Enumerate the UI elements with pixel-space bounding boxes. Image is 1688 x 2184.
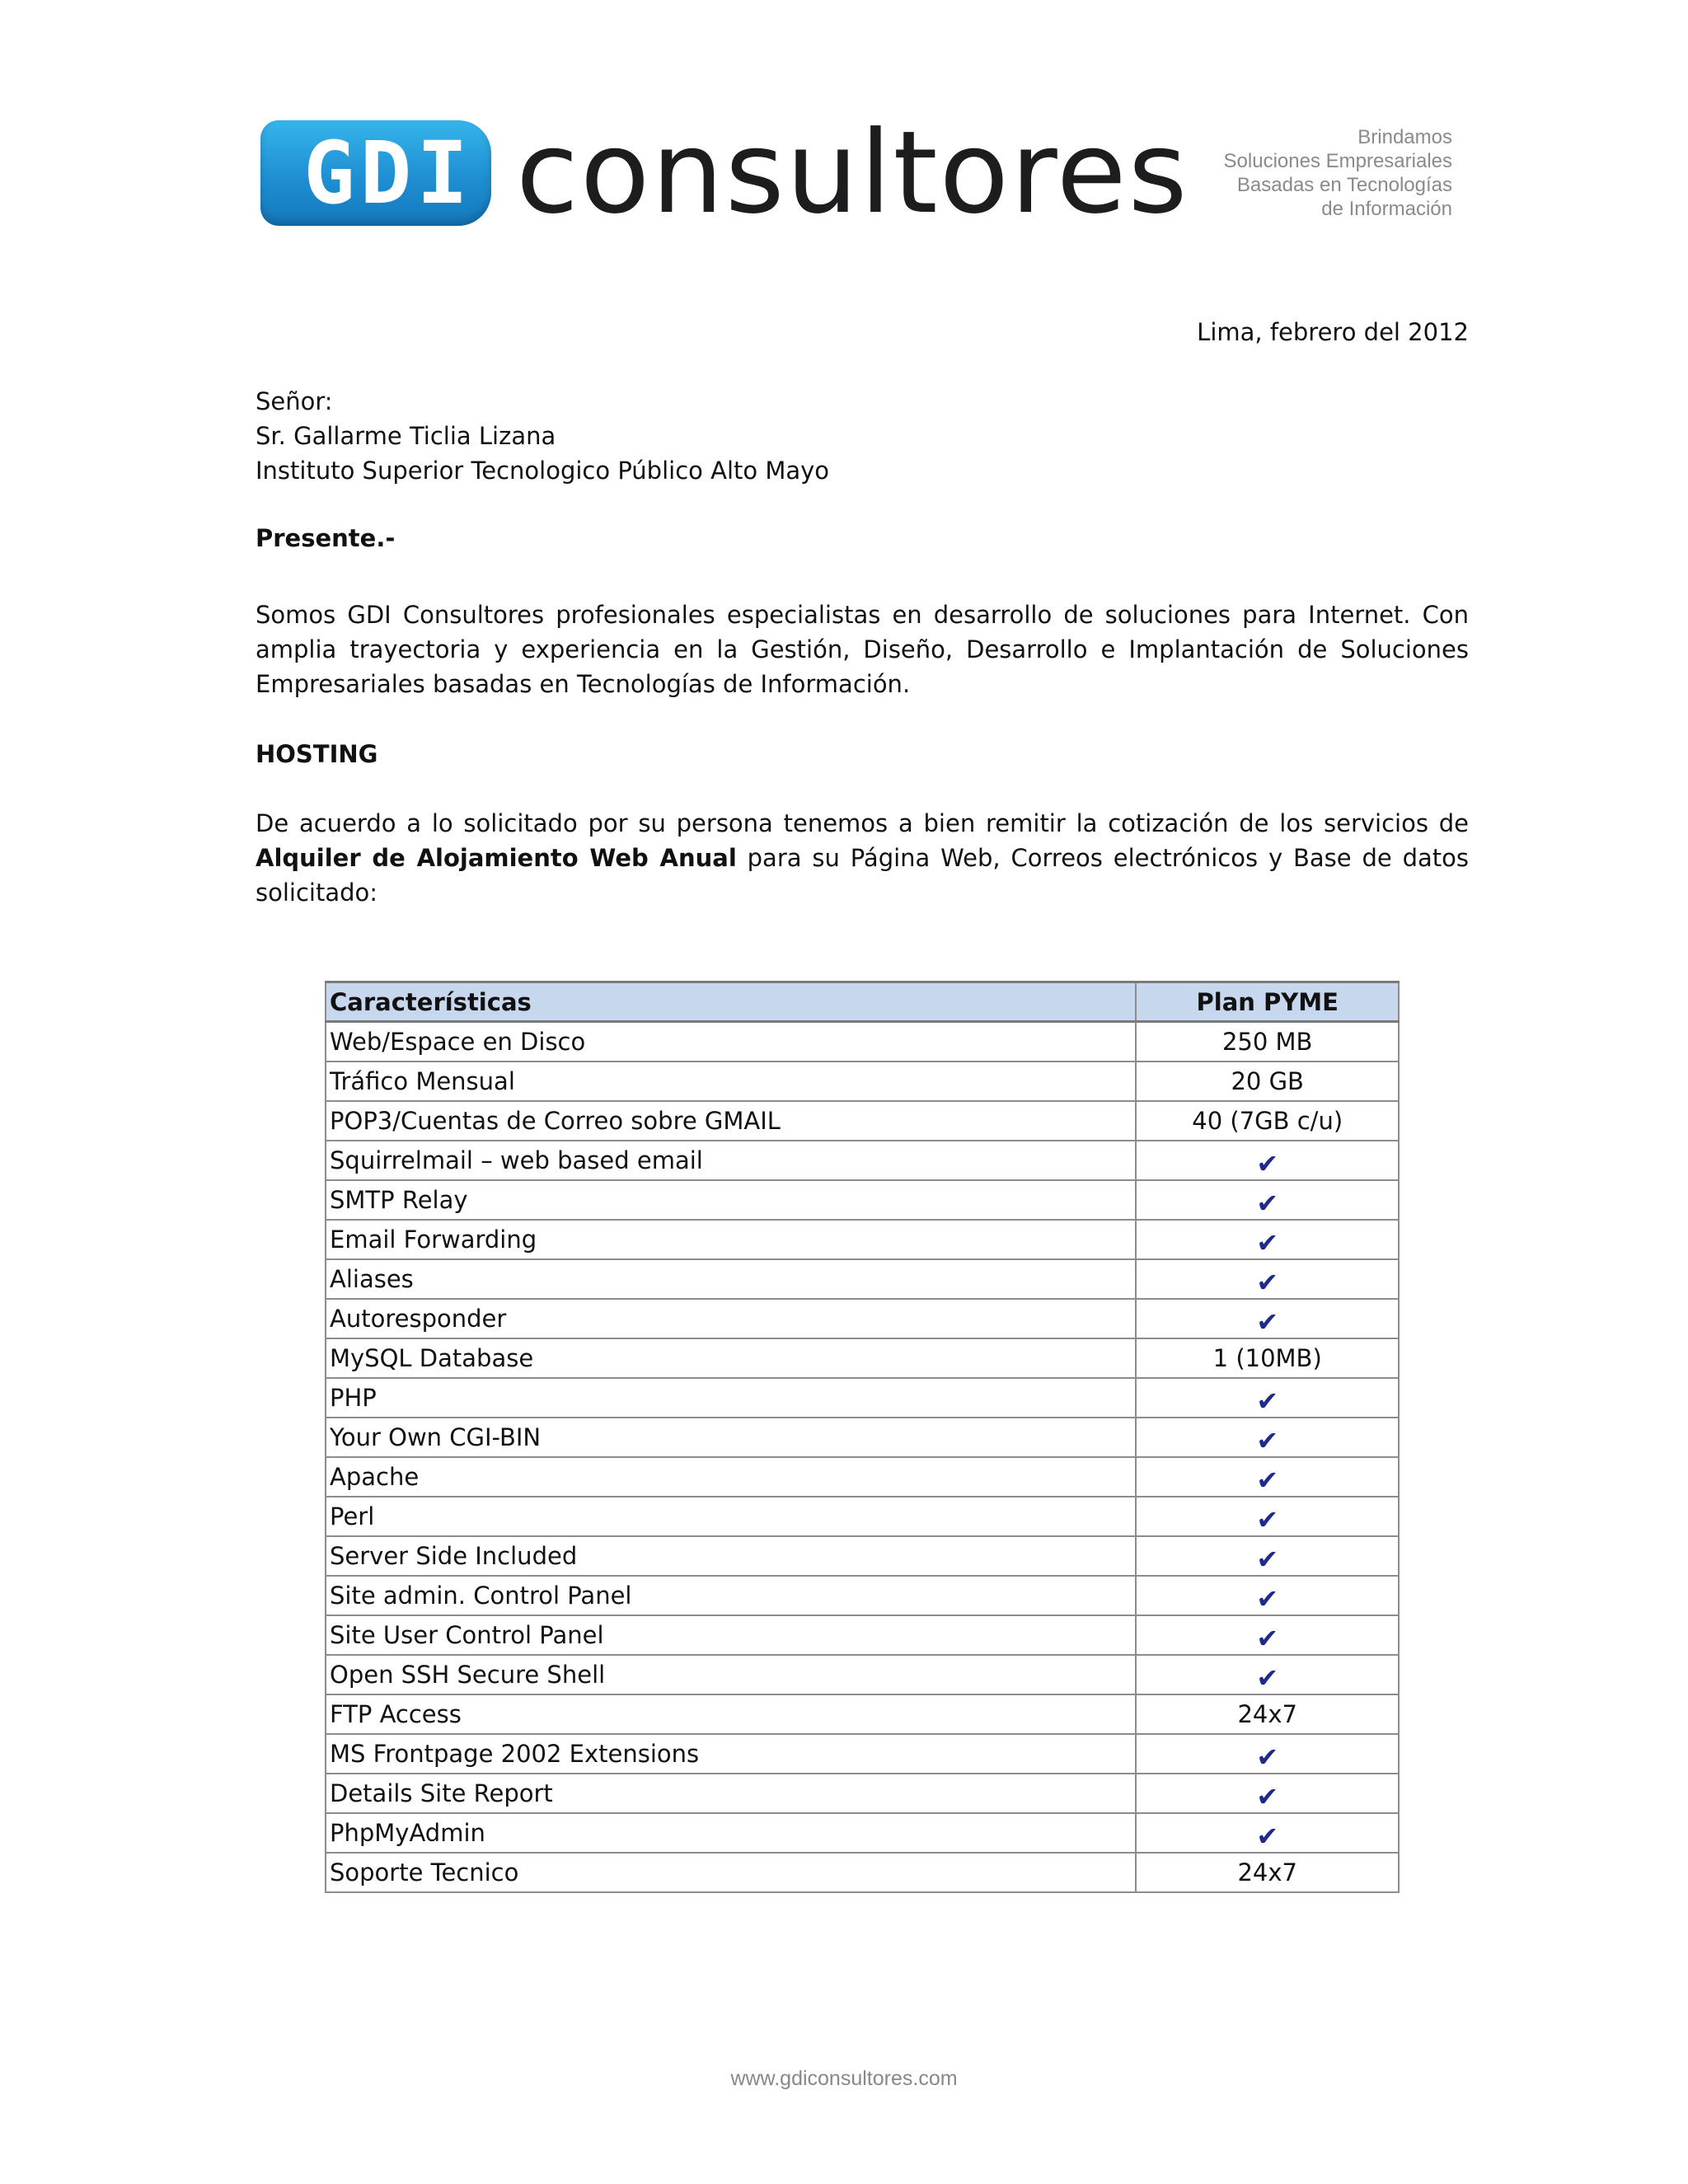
- included-cell: [1136, 1457, 1399, 1497]
- recipient-institution: Instituto Superior Tecnologico Público Alto Mayo: [256, 457, 830, 485]
- table-row: [326, 1338, 1399, 1378]
- request-text: De acuerdo a lo solicitado por su persona tenemos a bien remitir la cotización de los servicios de: [256, 809, 1469, 837]
- feature-cell: Email Forwarding: [326, 1220, 1136, 1259]
- included-cell: [1136, 1615, 1399, 1655]
- section-title: HOSTING: [256, 740, 378, 768]
- value-cell: 250 MB: [1136, 1022, 1399, 1062]
- included-cell: [1136, 1576, 1399, 1615]
- footer-website: www.gdiconsultores.com: [730, 2067, 958, 2090]
- features-table: [325, 981, 1400, 1893]
- feature-cell: Aliases: [326, 1259, 1136, 1299]
- letter-date: Lima, febrero del 2012: [1197, 318, 1469, 346]
- feature-cell: Site User Control Panel: [326, 1615, 1136, 1655]
- checkmark-icon: ✔: [1256, 1503, 1279, 1535]
- table-row: [326, 1734, 1399, 1774]
- table-row: [326, 1141, 1399, 1180]
- checkmark-icon: ✔: [1256, 1305, 1279, 1338]
- checkmark-icon: ✔: [1256, 1622, 1279, 1654]
- feature-cell: MySQL Database: [326, 1338, 1136, 1378]
- tagline-line: Basadas en Tecnologías: [1236, 174, 1452, 196]
- table-row: [326, 1655, 1399, 1694]
- value-cell: 20 GB: [1136, 1062, 1399, 1101]
- checkmark-icon: ✔: [1256, 1820, 1279, 1852]
- recipient-name: Sr. Gallarme Ticlia Lizana: [256, 422, 556, 450]
- checkmark-icon: ✔: [1256, 1226, 1279, 1258]
- table-row: [326, 1576, 1399, 1615]
- feature-cell: PHP: [326, 1378, 1136, 1418]
- checkmark-icon: ✔: [1256, 1582, 1279, 1615]
- feature-cell: Details Site Report: [326, 1774, 1136, 1813]
- tagline-line: de Información: [1321, 198, 1452, 220]
- table-row: [326, 1497, 1399, 1536]
- feature-cell: MS Frontpage 2002 Extensions: [326, 1734, 1136, 1774]
- table-row: [326, 1774, 1399, 1813]
- letter-greeting: Presente.-: [256, 524, 396, 552]
- checkmark-icon: ✔: [1256, 1543, 1279, 1575]
- feature-cell: Apache: [326, 1457, 1136, 1497]
- checkmark-icon: ✔: [1256, 1424, 1279, 1456]
- feature-cell: Autoresponder: [326, 1299, 1136, 1338]
- feature-cell: Your Own CGI-BIN: [326, 1418, 1136, 1457]
- table-row: [326, 1615, 1399, 1655]
- feature-cell: SMTP Relay: [326, 1180, 1136, 1220]
- included-cell: [1136, 1536, 1399, 1576]
- checkmark-icon: ✔: [1256, 1741, 1279, 1773]
- table-row: [326, 1299, 1399, 1338]
- feature-cell: Perl: [326, 1497, 1136, 1536]
- logo-badge: [260, 120, 491, 226]
- company-tagline: [1156, 125, 1452, 221]
- intro-paragraph: Somos GDI Consultores profesionales especialistas en desarrollo de soluciones para Internet. Con amplia trayectoria y experiencia en la Gestión, Diseño, Desarrollo e Implantación de Soluciones Empresariales basadas en Tecnologías de Información.: [256, 601, 1469, 698]
- included-cell: [1136, 1418, 1399, 1457]
- included-cell: [1136, 1774, 1399, 1813]
- column-header-plan: Plan PYME: [1136, 982, 1399, 1022]
- value-cell: 40 (7GB c/u): [1136, 1101, 1399, 1141]
- column-header-feature: Características: [326, 982, 1136, 1022]
- recipient-salutation: Señor:: [256, 387, 333, 415]
- included-cell: [1136, 1259, 1399, 1299]
- value-cell: 1 (10MB): [1136, 1338, 1399, 1378]
- table-row: [326, 1694, 1399, 1734]
- table-row: [326, 1101, 1399, 1141]
- feature-cell: Site admin. Control Panel: [326, 1576, 1136, 1615]
- table-header-row: [326, 982, 1399, 1022]
- logo-wordmark: consultores: [516, 106, 1189, 239]
- included-cell: [1136, 1378, 1399, 1418]
- table-row: [326, 1457, 1399, 1497]
- company-logo: [260, 106, 1189, 239]
- request-paragraph: [256, 806, 1469, 910]
- included-cell: [1136, 1813, 1399, 1853]
- checkmark-icon: ✔: [1256, 1464, 1279, 1496]
- table-row: [326, 1062, 1399, 1101]
- table-row: [326, 1813, 1399, 1853]
- checkmark-icon: ✔: [1256, 1385, 1279, 1417]
- table-row: [326, 1418, 1399, 1457]
- table-row: [326, 1180, 1399, 1220]
- value-cell: 24x7: [1136, 1853, 1399, 1892]
- included-cell: [1136, 1220, 1399, 1259]
- tagline-line: Soluciones Empresariales: [1223, 150, 1452, 172]
- included-cell: [1136, 1299, 1399, 1338]
- feature-cell: POP3/Cuentas de Correo sobre GMAIL: [326, 1101, 1136, 1141]
- checkmark-icon: ✔: [1256, 1780, 1279, 1812]
- logo-badge-text: GDI: [303, 123, 473, 223]
- recipient-block: [256, 384, 829, 488]
- included-cell: [1136, 1655, 1399, 1694]
- table-row: [326, 1022, 1399, 1062]
- included-cell: [1136, 1734, 1399, 1774]
- request-text: para su Página Web, Correos electrónicos y Base de datos solicitado:: [256, 844, 1469, 907]
- feature-cell: Squirrelmail – web based email: [326, 1141, 1136, 1180]
- feature-cell: Tráfico Mensual: [326, 1062, 1136, 1101]
- included-cell: [1136, 1180, 1399, 1220]
- feature-cell: Soporte Tecnico: [326, 1853, 1136, 1892]
- value-cell: 24x7: [1136, 1694, 1399, 1734]
- checkmark-icon: ✔: [1256, 1266, 1279, 1298]
- feature-cell: Server Side Included: [326, 1536, 1136, 1576]
- table-row: [326, 1853, 1399, 1892]
- tagline-line: Brindamos: [1357, 126, 1452, 148]
- feature-cell: Web/Espace en Disco: [326, 1022, 1136, 1062]
- table-row: [326, 1220, 1399, 1259]
- table-row: [326, 1378, 1399, 1418]
- checkmark-icon: ✔: [1256, 1147, 1279, 1179]
- table-row: [326, 1536, 1399, 1576]
- request-service-name: Alquiler de Alojamiento Web Anual: [256, 844, 737, 872]
- included-cell: [1136, 1141, 1399, 1180]
- feature-cell: Open SSH Secure Shell: [326, 1655, 1136, 1694]
- feature-cell: PhpMyAdmin: [326, 1813, 1136, 1853]
- table-row: [326, 1259, 1399, 1299]
- checkmark-icon: ✔: [1256, 1661, 1279, 1694]
- included-cell: [1136, 1497, 1399, 1536]
- feature-cell: FTP Access: [326, 1694, 1136, 1734]
- checkmark-icon: ✔: [1256, 1187, 1279, 1219]
